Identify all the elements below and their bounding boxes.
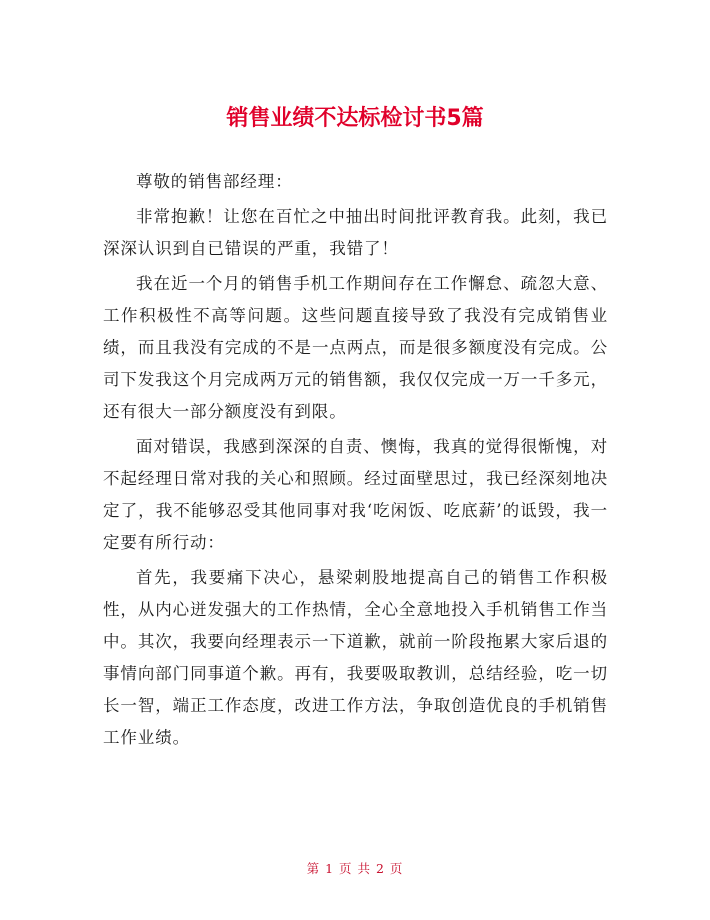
paragraph-apology: 非常抱歉！让您在百忙之中抽出时间批评教育我。此刻，我已深深认识到自已错误的严重，我错了！ bbox=[103, 207, 608, 258]
paragraph-problems: 我在近一个月的销售手机工作期间存在工作懈怠、疏忽大意、工作积极性不高等问题。这些问题直接导致了我没有完成销售业绩，而且我没有完成的不是一点两点，而是很多额度没有完成。公司下发我这个月完成两万元的销售额，我仅仅完成一万一千多元，还有很大一部分额度没有到限。 bbox=[103, 274, 608, 421]
page-number-footer: 第 1 页 共 2 页 bbox=[306, 861, 404, 876]
paragraph-reflection: 面对错误，我感到深深的自责、懊悔，我真的觉得很惭愧，对不起经理日常对我的关心和照顾。经过面壁思过，我已经深刻地决定了，我不能够忍受其他同事对我‘吃闲饭、吃底薪’的诋毁，我一定要有所行动： bbox=[103, 437, 608, 552]
document-title: 销售业绩不达标检讨书5篇 bbox=[226, 105, 484, 131]
document-body bbox=[103, 166, 608, 754]
paragraph-actions: 首先，我要痛下决心，悬梁刺股地提高自己的销售工作积极性，从内心迸发强大的工作热情，全心全意地投入手机销售工作当中。其次，我要向经理表示一下道歉，就前一阶段拖累大家后退的事情向部门同事道个歉。再有，我要吸取教训，总结经验，吃一切长一智，端正工作态度，改进工作方法，争取创造优良的手机销售工作业绩。 bbox=[103, 568, 608, 747]
paragraph-salutation: 尊敬的销售部经理： bbox=[136, 172, 293, 191]
